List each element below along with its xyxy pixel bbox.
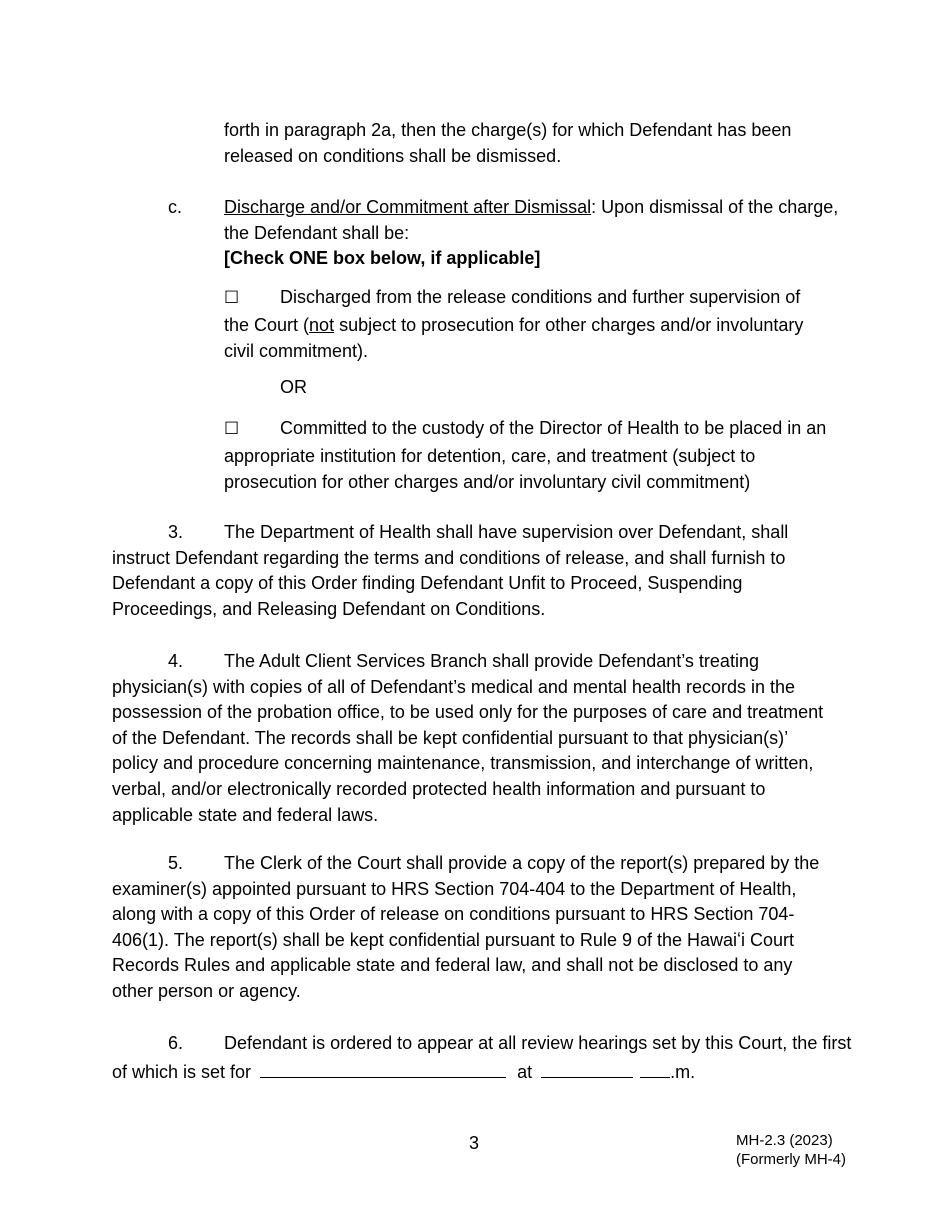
hearing-ampm-field[interactable] [640, 1057, 670, 1078]
paragraph-4-text: The Adult Client Services Branch shall provide Defendant’s treating physician(s) with copies of all of Defendant’s medical and mental health records in the possession of the probation office, to be used only for the purposes of care and treatment of the Defendant. The records shall be kept confidential pursuant to that physician(s)’ policy and procedure concerning maintenance, transmission, and interchange of written, verbal, and/or electronically recorded protected health information and pursuant to applicable state and federal laws. [112, 651, 824, 825]
m-label: .m. [670, 1061, 696, 1082]
hearing-time-field[interactable] [541, 1057, 633, 1078]
paragraph-5 [112, 851, 832, 1005]
option-commit [224, 415, 830, 496]
discharge-emphasis: not [309, 314, 335, 335]
item-c-letter: c. [168, 197, 183, 217]
page-number: 3 [469, 1133, 480, 1153]
paragraph-3-number: 3. [168, 522, 184, 542]
paragraph-5-text: The Clerk of the Court shall provide a copy of the report(s) prepared by the examiner(s) appointed pursuant to HRS Section 704-404 to the Department of Health, along with a copy of this Order of release on conditions pursuant to HRS Section 704-406(1). The report(s) shall be kept confidential pursuant to Rule 9 of the Hawaiʻi Court Records Rules and applicable state and federal law, and shall not be disclosed to any other person or agency. [112, 853, 820, 1001]
item-c [168, 195, 848, 272]
discharge-text-after: subject to prosecution for other charges and/or involuntary civil commitment). [224, 314, 804, 361]
paragraph-6 [112, 1031, 857, 1085]
formerly-label: (Formerly MH-4) [736, 1151, 846, 1168]
form-identifier [736, 1131, 846, 1169]
paragraph-6-text: Defendant is ordered to appear at all review hearings set by this Court, the first of which is set for [112, 1033, 852, 1082]
paragraph-4-number: 4. [168, 651, 184, 671]
paragraph-5-number: 5. [168, 853, 184, 873]
option-discharge [224, 284, 830, 365]
paragraph-6-number: 6. [168, 1033, 184, 1053]
discharge-checkbox[interactable]: ☐ [224, 288, 240, 308]
hearing-date-field[interactable] [260, 1057, 506, 1078]
item-c-text: : Upon dismissal of the charge, the Defendant shall be: [224, 197, 839, 243]
commit-text: Committed to the custody of the Director of Health to be placed in an appropriate institution for detention, care, and treatment (subject to prosecution for other charges and/or involuntary civil commitment) [224, 418, 827, 492]
discharge-text-before: Discharged from the release conditions and further supervision of the Court ( [224, 287, 801, 335]
paragraph-3 [112, 520, 832, 622]
or-label: OR [280, 377, 307, 397]
form-id: MH-2.3 (2023) [736, 1132, 833, 1149]
paragraph-3-text: The Department of Health shall have supervision over Defendant, shall instruct Defendant regarding the terms and conditions of release, and shall furnish to Defendant a copy of this Order finding Defendant Unfit to Proceed, Suspending Proceedings, and Releasing Defendant on Conditions. [112, 522, 789, 619]
continuation-text: forth in paragraph 2a, then the charge(s) for which Defendant has been released on conditions shall be dismissed. [224, 120, 792, 166]
item-c-instruction: [Check ONE box below, if applicable] [224, 248, 541, 269]
at-label: at [517, 1061, 533, 1082]
paragraph-4 [112, 649, 832, 828]
commit-checkbox[interactable]: ☐ [224, 419, 240, 439]
item-c-heading: Discharge and/or Commitment after Dismissal [224, 197, 592, 217]
